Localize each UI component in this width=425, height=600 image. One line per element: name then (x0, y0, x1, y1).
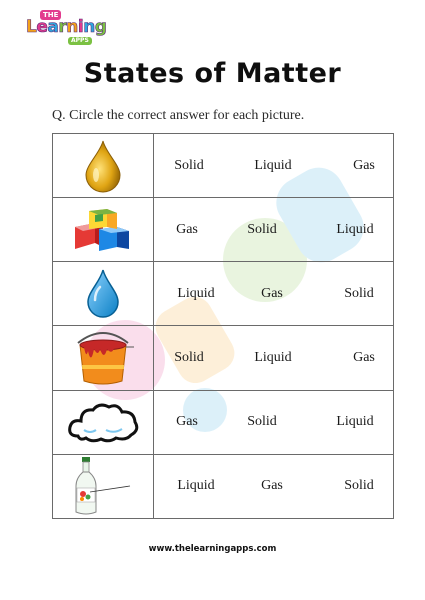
table-row (53, 454, 394, 518)
picture-cell (53, 390, 154, 454)
option-choice[interactable]: Solid (174, 157, 204, 173)
option-choice[interactable]: Gas (261, 478, 283, 494)
picture-cell (53, 198, 154, 262)
logo-wordmark (26, 17, 106, 37)
paint-bucket-icon (72, 329, 134, 387)
logo-letter: a (47, 17, 59, 37)
options-cell (154, 326, 394, 390)
option-choice[interactable]: Gas (176, 221, 198, 237)
logo-letter: g (94, 17, 107, 37)
option-choice[interactable]: Gas (353, 157, 375, 173)
option-choice[interactable]: Solid (344, 478, 374, 494)
option-choice[interactable]: Liquid (254, 350, 292, 366)
logo-apps-text: APPS (68, 37, 92, 45)
table-row (53, 198, 394, 262)
picture-cell (53, 326, 154, 390)
option-choice[interactable]: Liquid (177, 285, 215, 301)
picture-cell (53, 454, 154, 518)
table-row (53, 262, 394, 326)
option-choice[interactable]: Gas (353, 350, 375, 366)
page-title: States of Matter (83, 58, 342, 89)
option-choice[interactable]: Solid (174, 350, 204, 366)
bottle-icon (68, 456, 138, 516)
answer-table (52, 133, 394, 519)
logo-letter: L (26, 17, 37, 37)
picture-cell (53, 262, 154, 326)
logo-letter: r (58, 17, 67, 37)
options-cell (154, 198, 394, 262)
options-cell (154, 262, 394, 326)
logo-letter: e (36, 17, 48, 37)
logo-letter: n (83, 17, 95, 37)
toy-blocks-icon (73, 205, 133, 255)
option-choice[interactable]: Gas (176, 414, 198, 430)
oil-drop-icon (82, 139, 124, 193)
water-drop-icon (85, 268, 121, 320)
option-choice[interactable]: Gas (261, 285, 283, 301)
option-choice[interactable]: Solid (344, 285, 374, 301)
option-choice[interactable]: Liquid (177, 478, 215, 494)
logo-letter: n (66, 17, 78, 37)
table-row (53, 390, 394, 454)
options-cell (154, 134, 394, 198)
option-choice[interactable]: Solid (247, 414, 277, 430)
option-choice[interactable]: Liquid (254, 157, 292, 173)
logo-the-text: THE (40, 10, 61, 20)
option-choice[interactable]: Liquid (336, 221, 374, 237)
picture-cell (53, 134, 154, 198)
options-cell (154, 454, 394, 518)
table-row (53, 134, 394, 198)
brand-logo (26, 8, 107, 44)
option-choice[interactable]: Liquid (336, 414, 374, 430)
table-row (53, 326, 394, 390)
options-cell (154, 390, 394, 454)
question-text: Q. Circle the correct answer for each picture. (52, 108, 305, 123)
cloud-icon (66, 400, 140, 444)
logo-letter: i (77, 17, 84, 37)
website-footer: www.thelearningapps.com (148, 544, 277, 554)
option-choice[interactable]: Solid (247, 221, 277, 237)
